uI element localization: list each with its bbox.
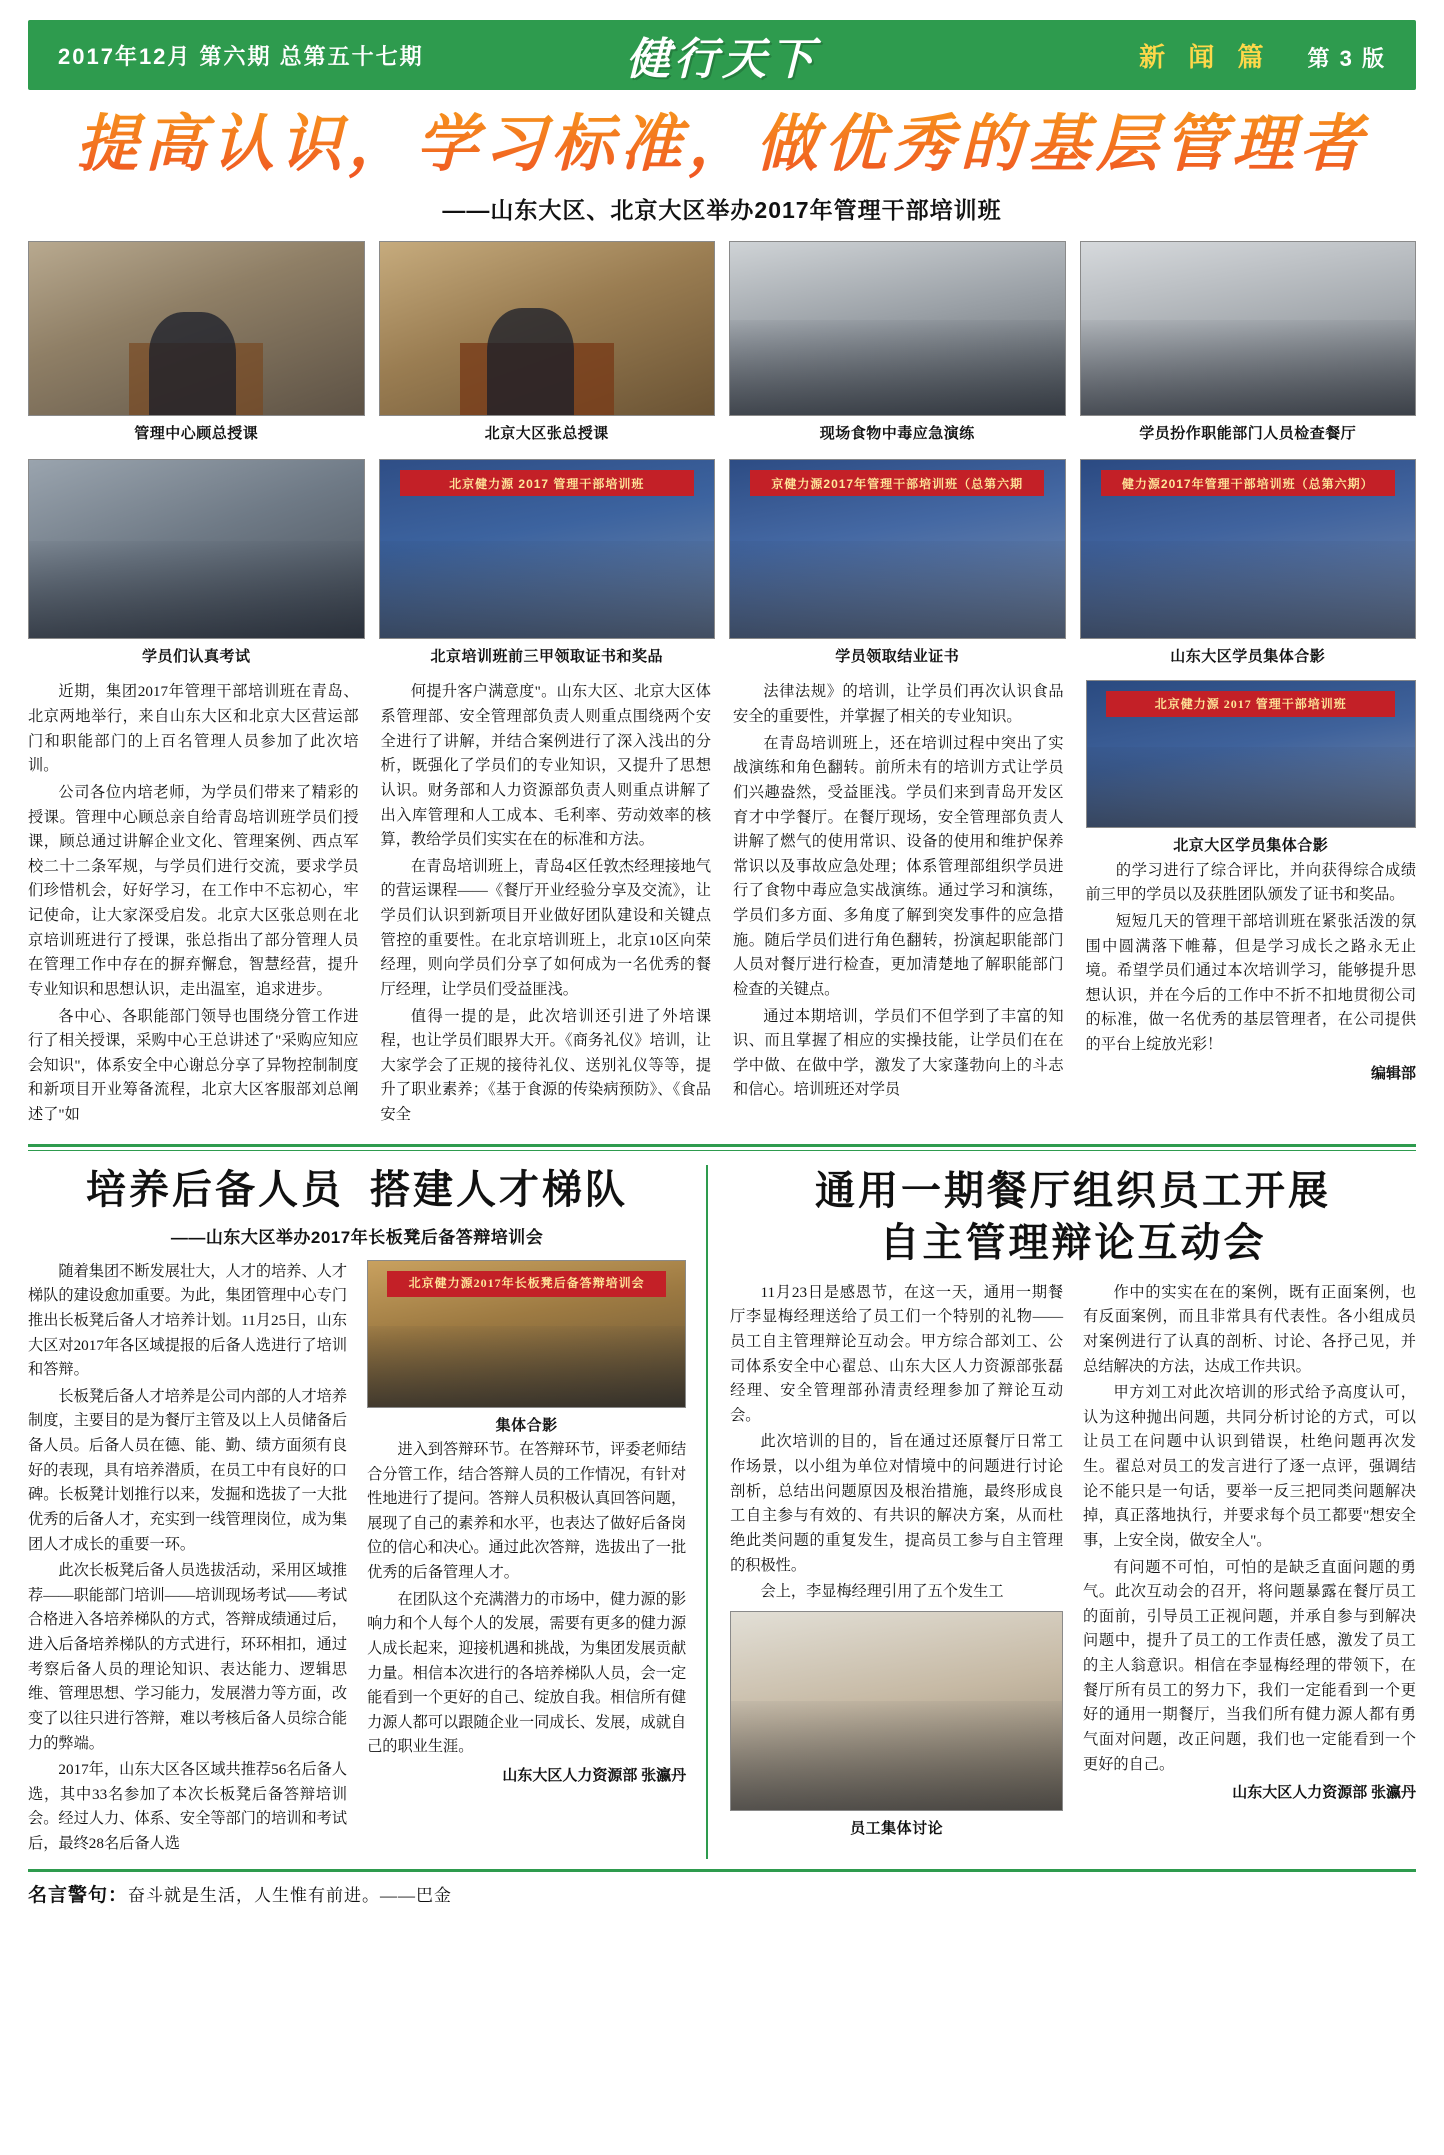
paragraph: 长板凳后备人才培养是公司内部的人才培养制度，主要目的是为餐厅主管及以上人员储备后备人员。后备人员在德、能、勤、绩方面须有良好的表现，具有培养潜质，在员工中有良好的口碑。长板凳计划推行以来，发掘和选拔了一大批优秀的后备人才，充实到一线管理岗位，成为集团人才成长的重要一环。	[28, 1387, 348, 1553]
photo-row-2	[28, 459, 1416, 666]
paragraph: 有问题不可怕，可怕的是缺乏直面问题的勇气。此次互动会的召开，将问题暴露在餐厅员工的面前，引导员工正视问题，并承自参与到解决问题中，提升了员工的工作责任感，激发了员工的主人翁意识。相信在李显梅经理的带领下，在餐厅所有员工的努力下，我们一定能看到一个更好的通用一期餐厅，当我们所有健力源人都有勇气面对问题，改正问题，我们也一定能看到一个更好的自己。	[1083, 1558, 1416, 1773]
photo-cell	[379, 459, 716, 666]
issue-info: 2017年12月 第六期 总第五十七期	[58, 43, 424, 69]
lead-headline-block	[28, 108, 1416, 225]
article-1-column-4	[1086, 680, 1417, 1129]
photo-caption: 管理中心顾总授课	[134, 425, 259, 443]
article-2-columns	[28, 1260, 686, 1859]
article-3-title	[730, 1165, 1416, 1269]
photo-caption: 员工集体讨论	[850, 1820, 944, 1837]
article-3-column-1	[730, 1281, 1063, 1841]
photo-image	[367, 1260, 686, 1408]
paragraph: 值得一提的是，此次培训还引进了外培课程，也让学员们眼界大开。《商务礼仪》培训，让大家学会了正规的接待礼仪、送别礼仪等等，提升了职业素养；《基于食源的传染病预防》、《食品安全	[380, 1007, 711, 1124]
article-3	[708, 1165, 1416, 1859]
paragraph: 甲方刘工对此次培训的形式给予高度认可，认为这种抛出问题，共同分析讨论的方式，可以让员工在问题中认识到错误，杜绝问题再次发生。翟总对员工的发言进行了逐一点评，强调结论不能只是一句话，要举一反三把同类问题解决掉，真正落地执行，并要求每个员工都要"想安全事，上安全岗，做安全人"。	[1083, 1384, 1416, 1549]
photo-image	[1080, 459, 1417, 639]
publication-title: 健行天下	[626, 35, 818, 84]
paragraph: 进入到答辩环节。在答辩环节，评委老师结合分管工作，结合答辩人员的工作情况，有针对性地进行了提问。答辩人员积极认真回答问题，展现了自己的素养和水平，也表达了做好后备岗位的信心和决心。通过此次答辩，选拔出了一批优秀的后备管理人才。	[367, 1440, 687, 1582]
article-2	[28, 1165, 708, 1859]
masthead-right	[1139, 37, 1386, 74]
photo-banner-text: 北京健力源2017年长板凳后备答辩培训会	[387, 1271, 666, 1297]
masthead	[28, 20, 1416, 90]
photo-image	[1080, 241, 1417, 416]
article-2-title-part-2: 搭建人才梯队	[370, 1166, 629, 1212]
photo-caption: 学员领取结业证书	[835, 648, 960, 666]
photo-row-1	[28, 241, 1416, 443]
photo-caption: 北京大区学员集体合影	[1173, 838, 1329, 855]
photo-image	[729, 241, 1066, 416]
footer-quote-bar	[28, 1869, 1416, 1907]
photo-image	[729, 459, 1066, 639]
section-divider-thin	[28, 1150, 1416, 1151]
photo-banner-text: 京健力源2017年管理干部培训班（总第六期	[750, 470, 1044, 496]
paragraph: 各中心、各职能部门领导也围绕分管工作进行了相关授课，采购中心王总讲述了"采购应知应会知识"，体系安全中心谢总分享了异物控制制度和新项目开业筹备流程，北京大区客服部刘总阐述了"如	[28, 1007, 359, 1124]
article-2-title	[28, 1165, 686, 1215]
paragraph: 公司各位内培老师，为学员们带来了精彩的授课。管理中心顾总亲自给青岛培训班学员们授课，顾总通过讲解企业文化、管理案例、西点军校二十二条军规，与学员们进行交流，要求学员们珍惜机会，好好学习，在工作中不忘初心，牢记使命，让大家深受启发。北京大区张总则在北京培训班进行了授课，张总指出了部分管理人员在管理工作中存在的摒弃懈怠，智慧经营，提升专业知识和思想认识，走出温室，追求进步。	[28, 783, 359, 998]
lead-subheadline: ——山东大区、北京大区举办2017年管理干部培训班	[442, 197, 1002, 224]
article-3-column-2	[1083, 1281, 1416, 1841]
article-3-columns	[730, 1281, 1416, 1841]
photo-caption: 学员扮作职能部门人员检查餐厅	[1139, 425, 1357, 443]
article-1-signature: 编辑部	[1370, 1065, 1416, 1082]
paragraph: 作中的实实在在的案例，既有正面案例，也有反面案例，而且非常具有代表性。各小组成员对案例进行了认真的剖析、讨论、各抒己见，并总结解决的方法，达成工作共识。	[1083, 1283, 1416, 1375]
article-2-title-part-1: 培养后备人员	[86, 1166, 345, 1212]
photo-caption: 学员们认真考试	[141, 648, 251, 666]
paragraph: 此次长板凳后备人员选拔活动，采用区域推荐——职能部门培训——培训现场考试——考试合格进入各培养梯队的方式，答辩成绩通过后，进入后备培养梯队的方式进行，环环相扣，通过考察后备人员的理论知识、表达能力、逻辑思维、管理思想、学习能力，发展潜力等方面，改变了以往只进行答辩，难以考核后备人员综合能力的弊端。	[28, 1562, 348, 1752]
photo-banner-text: 健力源2017年管理干部培训班（总第六期）	[1101, 470, 1395, 496]
footer-quote: 奋斗就是生活，人生惟有前进。——巴金	[128, 1885, 453, 1905]
photo-banner-text: 北京健力源 2017 管理干部培训班	[400, 470, 694, 496]
article-3-title-line-1: 通用一期餐厅组织员工开展	[815, 1167, 1332, 1213]
paragraph: 在团队这个充满潜力的市场中，健力源的影响力和个人每个人的发展，需要有更多的健力源人成长起来，迎接机遇和挑战，为集团发展贡献力量。相信本次进行的各培养梯队人员，会一定能看到一个更好的自己、绽放自我。相信所有健力源人都可以跟随企业一同成长、发展，成就自己的职业生涯。	[367, 1590, 687, 1756]
photo-image	[28, 241, 365, 416]
section-name: 新 闻 篇	[1139, 41, 1272, 72]
article-1-body	[28, 680, 1416, 1129]
photo-cell	[729, 459, 1066, 666]
article-1-column-2	[381, 680, 712, 1129]
newspaper-page	[0, 20, 1444, 2155]
paragraph: 法律法规》的培训，让学员们再次认识食品安全的重要性，并掌握了相关的专业知识。	[733, 683, 1064, 726]
photo-cell	[1080, 459, 1417, 666]
paragraph: 11月23日是感恩节，在这一天，通用一期餐厅李显梅经理送给了员工们一个特别的礼物——员工自主管理辩论互动会。甲方综合部刘工、公司体系安全中心翟总、山东大区人力资源部张磊经理、安全管理部孙清责经理参加了辩论互动会。	[730, 1283, 1064, 1424]
paragraph: 短短几天的管理干部培训班在紧张活泼的氛围中圆满落下帷幕，但是学习成长之路永无止境。希望学员们通过本次培训学习，能够提升思想认识，并在今后的工作中不折不扣地贯彻公司的标准，做一名优秀的基层管理者，在公司提供的平台上绽放光彩！	[1085, 912, 1416, 1054]
paragraph: 随着集团不断发展壮大，人才的培养、人才梯队的建设愈加重要。为此，集团管理中心专门推出长板凳后备人才培养计划。11月25日，山东大区对2017年各区域提报的后备人选进行了培训和答辩。	[28, 1262, 348, 1379]
paragraph: 何提升客户满意度"。山东大区、北京大区体系管理部、安全管理部负责人则重点围绕两个安全进行了讲解，并结合案例进行了深入浅出的分析，既强化了学员们的专业知识，又提升了思想认识。财务部和人力资源部负责人则重点讲解了出入库管理和人工成本、毛利率、劳动效率的核算，教给学员们实实在在的标准和方法。	[380, 683, 711, 849]
paragraph: 近期，集团2017年管理干部培训班在青岛、北京两地举行，来自山东大区和北京大区营运部门和职能部门的上百名管理人员参加了此次培训。	[28, 683, 359, 775]
paragraph: 会上，李显梅经理引用了五个发生工	[760, 1583, 1004, 1601]
article-2-column-1	[28, 1260, 347, 1859]
photo-cell	[379, 241, 716, 443]
footer-label: 名言警句：	[28, 1884, 129, 1906]
photo-image	[1086, 680, 1417, 828]
photo-cell	[28, 241, 365, 443]
lead-headline: 提高认识，学习标准，做优秀的基层管理者	[28, 108, 1416, 182]
photo-cell	[1080, 241, 1417, 443]
section-divider	[28, 1144, 1416, 1147]
photo-caption: 北京大区张总授课	[484, 425, 609, 443]
photo-cell	[729, 241, 1066, 443]
article-2-signature: 山东大区人力资源部 张瀛丹	[502, 1768, 687, 1785]
paragraph: 2017年，山东大区各区域共推荐56名后备人选，其中33名参加了本次长板凳后备答辩培训会。经过人力、体系、安全等部门的培训和考试后，最终28名后备人选	[28, 1761, 348, 1853]
paragraph: 在青岛培训班上，青岛4区任敦杰经理接地气的营运课程——《餐厅开业经验分享及交流》，让学员们认识到新项目开业做好团队建设和关键点管控的重要性。在北京培训班上，北京10区向荣经理，则向学员们分享了如何成为一名优秀的餐厅经理，让学员们受益匪浅。	[380, 857, 711, 998]
photo-caption: 现场食物中毒应急演练	[819, 425, 975, 443]
photo-image	[379, 241, 716, 416]
photo-caption: 山东大区学员集体合影	[1170, 648, 1326, 666]
article-3-title-line-2: 自主管理辩论互动会	[879, 1219, 1267, 1265]
article-2-subtitle: ——山东大区举办2017年长板凳后备答辩培训会	[170, 1227, 544, 1247]
article-2-column-2	[367, 1260, 686, 1859]
photo-image	[730, 1611, 1063, 1811]
paragraph: 此次培训的目的，旨在通过还原餐厅日常工作场景，以小组为单位对情境中的问题进行讨论剖析，总结出问题原因及根治措施，最终形成良工自主参与有效的、有共识的解决方案，从而杜绝此类问题的重复发生，提高员工参与自主管理的积极性。	[730, 1433, 1064, 1574]
article-1-column-1	[28, 680, 359, 1129]
photo-image	[379, 459, 716, 639]
page-number: 第 3 版	[1307, 45, 1386, 71]
paragraph: 的学习进行了综合评比，并向获得综合成绩前三甲的学员以及获胜团队颁发了证书和奖品。	[1085, 861, 1416, 904]
article-1-column-3	[733, 680, 1064, 1129]
photo-image	[28, 459, 365, 639]
paragraph: 在青岛培训班上，还在培训过程中突出了实战演练和角色翻转。前所未有的培训方式让学员们兴趣盎然，受益匪浅。学员们来到青岛开发区育才中学餐厅。在餐厅现场，安全管理部负责人讲解了燃气的使用常识、设备的使用和维护保养常识以及事故应急处理；体系管理部组织学员进行了食物中毒应急实战演练。通过学习和演练，学员们多方面、多角度了解到突发事件的应急措施。随后学员们进行角色翻转，扮演起职能部门人员对餐厅进行检查，更加清楚地了解职能部门检查的关键点。	[733, 734, 1064, 998]
photo-cell	[28, 459, 365, 666]
photo-banner-text: 北京健力源 2017 管理干部培训班	[1106, 691, 1395, 717]
article-3-signature: 山东大区人力资源部 张瀛丹	[1232, 1785, 1416, 1802]
paragraph: 通过本期培训，学员们不但学到了丰富的知识、而且掌握了相应的实操技能，让学员们在在学中做、在做中学，激发了大家蓬勃向上的斗志和信心。培训班还对学员	[733, 1007, 1064, 1099]
photo-caption: 北京培训班前三甲领取证书和奖品	[430, 648, 663, 666]
photo-caption: 集体合影	[495, 1417, 558, 1434]
lower-section	[28, 1165, 1416, 1859]
